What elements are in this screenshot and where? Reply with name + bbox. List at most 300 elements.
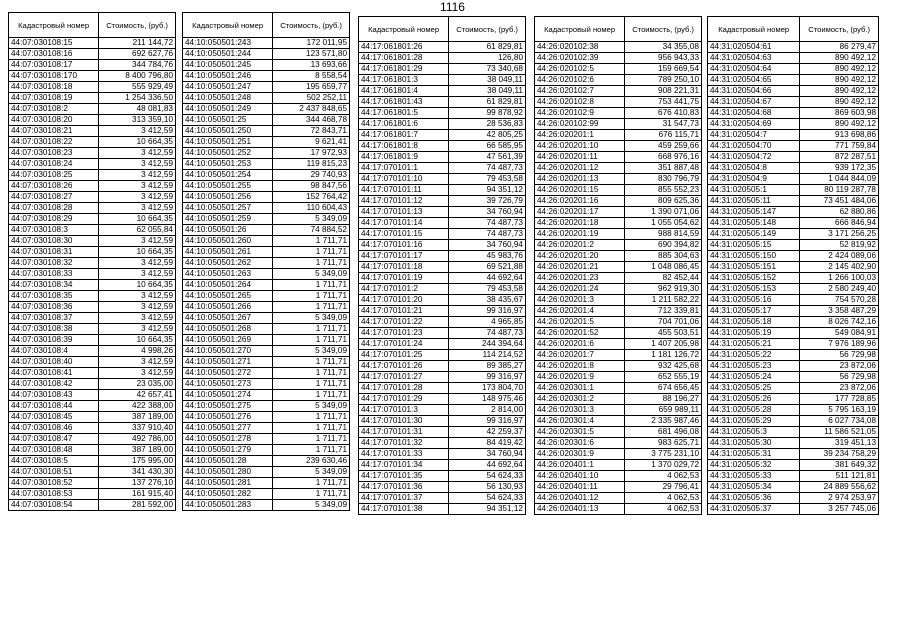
cost-cell: 48 081,83 bbox=[99, 104, 176, 115]
cadastral-number-cell: 44:10:050501:26 bbox=[183, 225, 273, 236]
cost-cell: 114 214,52 bbox=[449, 350, 526, 361]
cost-cell: 676 410,83 bbox=[625, 108, 702, 119]
table-row bbox=[359, 75, 526, 86]
cadastral-number-cell: 44:31:020505:147 bbox=[708, 207, 800, 218]
cadastral-number-cell: 44:26:020401:13 bbox=[535, 504, 625, 515]
cost-cell: 890 492,12 bbox=[800, 119, 879, 130]
cadastral-number-cell: 44:31:020505:37 bbox=[708, 504, 800, 515]
table-row bbox=[708, 64, 879, 75]
table-row bbox=[708, 240, 879, 251]
cost-cell: 74 487,73 bbox=[449, 229, 526, 240]
cost-cell: 830 796,79 bbox=[625, 174, 702, 185]
table-row bbox=[535, 317, 702, 328]
table-row bbox=[359, 141, 526, 152]
cost-cell: 913 698,86 bbox=[800, 130, 879, 141]
cost-cell: 239 630,46 bbox=[273, 456, 350, 467]
cost-cell: 31 547,73 bbox=[625, 119, 702, 130]
cost-cell: 956 943,33 bbox=[625, 53, 702, 64]
cadastral-number-cell: 44:10:050501:271 bbox=[183, 357, 273, 368]
cost-cell: 73 451 484,06 bbox=[800, 196, 879, 207]
table-row bbox=[535, 273, 702, 284]
cost-cell: 2 335 987,46 bbox=[625, 416, 702, 427]
cost-cell: 56 130,93 bbox=[449, 482, 526, 493]
table-row bbox=[183, 93, 350, 104]
cost-cell: 5 349,09 bbox=[273, 269, 350, 280]
cost-cell: 869 603,98 bbox=[800, 108, 879, 119]
cadastral-number-cell: 44:10:050501:272 bbox=[183, 368, 273, 379]
cost-cell: 23 872,06 bbox=[800, 383, 879, 394]
cadastral-number-cell: 44:17:070101:12 bbox=[359, 196, 449, 207]
cadastral-number-cell: 44:17:061801:43 bbox=[359, 97, 449, 108]
table-row bbox=[359, 64, 526, 75]
cost-cell: 38 049,11 bbox=[449, 86, 526, 97]
cadastral-number-cell: 44:10:050501:265 bbox=[183, 291, 273, 302]
cost-cell: 2 145 402,90 bbox=[800, 262, 879, 273]
cost-cell: 855 552,23 bbox=[625, 185, 702, 196]
cadastral-number-cell: 44:31:020505:29 bbox=[708, 416, 800, 427]
cadastral-number-cell: 44:26:020401:12 bbox=[535, 493, 625, 504]
cost-cell: 1 266 100,03 bbox=[800, 273, 879, 284]
table-row bbox=[535, 471, 702, 482]
cadastral-number-cell: 44:17:061801:28 bbox=[359, 53, 449, 64]
cadastral-number-cell: 44:31:020505:19 bbox=[708, 328, 800, 339]
header-cost: Стоимость, (руб.) bbox=[625, 17, 702, 42]
cost-cell: 2 814,00 bbox=[449, 405, 526, 416]
table-row bbox=[183, 445, 350, 456]
cost-cell: 337 910,40 bbox=[99, 423, 176, 434]
cadastral-number-cell: 44:31:020505:152 bbox=[708, 273, 800, 284]
cadastral-number-cell: 44:26:020201:21 bbox=[535, 262, 625, 273]
cost-cell: 1 181 126,72 bbox=[625, 350, 702, 361]
cost-cell: 5 349,09 bbox=[273, 313, 350, 324]
cost-cell: 29 796,41 bbox=[625, 482, 702, 493]
cadastral-number-cell: 44:07:030108:34 bbox=[9, 280, 99, 291]
table-row bbox=[9, 137, 176, 148]
table-row bbox=[183, 82, 350, 93]
cadastral-number-cell: 44:17:070101:32 bbox=[359, 438, 449, 449]
cadastral-number-cell: 44:17:070101:23 bbox=[359, 328, 449, 339]
cadastral-number-cell: 44:07:030108:27 bbox=[9, 192, 99, 203]
table-row bbox=[183, 159, 350, 170]
cadastral-number-cell: 44:07:030108:52 bbox=[9, 478, 99, 489]
cost-cell: 885 304,63 bbox=[625, 251, 702, 262]
cost-cell: 54 624,33 bbox=[449, 493, 526, 504]
table-row bbox=[359, 108, 526, 119]
cost-cell: 3 358 487,29 bbox=[800, 306, 879, 317]
cost-cell: 159 669,54 bbox=[625, 64, 702, 75]
cadastral-number-cell: 44:10:050501:250 bbox=[183, 126, 273, 137]
table-row bbox=[183, 313, 350, 324]
cadastral-number-cell: 44:10:050501:257 bbox=[183, 203, 273, 214]
cost-cell: 24 889 556,62 bbox=[800, 482, 879, 493]
cost-cell: 7 976 189,96 bbox=[800, 339, 879, 350]
cost-cell: 44 692,64 bbox=[449, 460, 526, 471]
cadastral-number-cell: 44:26:020201:24 bbox=[535, 284, 625, 295]
cost-cell: 1 711,71 bbox=[273, 445, 350, 456]
cost-cell: 2 437 848,65 bbox=[273, 104, 350, 115]
cost-cell: 74 487,73 bbox=[449, 328, 526, 339]
table-row bbox=[183, 368, 350, 379]
table-row bbox=[9, 357, 176, 368]
cadastral-number-cell: 44:31:020504:63 bbox=[708, 53, 800, 64]
cost-cell: 890 492,12 bbox=[800, 86, 879, 97]
cadastral-number-cell: 44:17:070101:33 bbox=[359, 449, 449, 460]
header-cost: Стоимость, (руб.) bbox=[99, 13, 176, 38]
cost-cell: 281 592,00 bbox=[99, 500, 176, 511]
table-row bbox=[535, 130, 702, 141]
table-row bbox=[359, 196, 526, 207]
cadastral-number-cell: 44:10:050501:281 bbox=[183, 478, 273, 489]
table-row bbox=[535, 328, 702, 339]
cost-cell: 39 234 758,29 bbox=[800, 449, 879, 460]
table-row bbox=[535, 240, 702, 251]
cadastral-number-cell: 44:10:050501:275 bbox=[183, 401, 273, 412]
table-row bbox=[183, 225, 350, 236]
cost-cell: 666 846,94 bbox=[800, 218, 879, 229]
cadastral-number-cell: 44:07:030108:36 bbox=[9, 302, 99, 313]
table-row bbox=[359, 152, 526, 163]
table-row bbox=[359, 405, 526, 416]
cost-cell: 34 760,94 bbox=[449, 449, 526, 460]
cost-cell: 38 049,11 bbox=[449, 75, 526, 86]
table-row bbox=[535, 196, 702, 207]
table-row bbox=[708, 350, 879, 361]
cadastral-number-cell: 44:07:030108:32 bbox=[9, 258, 99, 269]
cost-cell: 89 385,27 bbox=[449, 361, 526, 372]
table-row bbox=[708, 471, 879, 482]
table-row bbox=[359, 262, 526, 273]
cost-cell: 47 561,39 bbox=[449, 152, 526, 163]
cost-cell: 1 711,71 bbox=[273, 247, 350, 258]
cost-cell: 17 972,93 bbox=[273, 148, 350, 159]
cost-cell: 23 872,06 bbox=[800, 361, 879, 372]
cadastral-number-cell: 44:26:020301:1 bbox=[535, 383, 625, 394]
cadastral-number-cell: 44:26:020201:12 bbox=[535, 163, 625, 174]
cost-cell: 23 035,00 bbox=[99, 379, 176, 390]
cost-cell: 3 412,59 bbox=[99, 148, 176, 159]
cadastral-number-cell: 44:26:020201:9 bbox=[535, 372, 625, 383]
cadastral-number-cell: 44:31:020505:21 bbox=[708, 339, 800, 350]
cadastral-number-cell: 44:07:030108:25 bbox=[9, 170, 99, 181]
table-header-row bbox=[183, 13, 350, 38]
table-row bbox=[9, 148, 176, 159]
cadastral-number-cell: 44:17:070101:18 bbox=[359, 262, 449, 273]
cost-cell: 704 701,06 bbox=[625, 317, 702, 328]
cost-cell: 789 250,10 bbox=[625, 75, 702, 86]
table-row bbox=[535, 504, 702, 515]
table-row bbox=[9, 456, 176, 467]
cadastral-number-cell: 44:07:030108:19 bbox=[9, 93, 99, 104]
table-row bbox=[9, 346, 176, 357]
cost-cell: 56 729,98 bbox=[800, 372, 879, 383]
cadastral-number-cell: 44:26:020201:4 bbox=[535, 306, 625, 317]
cadastral-number-cell: 44:31:020504:64 bbox=[708, 64, 800, 75]
cadastral-number-cell: 44:26:020401:1 bbox=[535, 460, 625, 471]
table-row bbox=[708, 42, 879, 53]
cost-cell: 3 412,59 bbox=[99, 368, 176, 379]
cost-cell: 195 659,77 bbox=[273, 82, 350, 93]
cost-cell: 652 555,19 bbox=[625, 372, 702, 383]
cost-cell: 34 760,94 bbox=[449, 240, 526, 251]
cadastral-number-cell: 44:17:061801:4 bbox=[359, 86, 449, 97]
cadastral-number-cell: 44:17:070101:27 bbox=[359, 372, 449, 383]
table-row bbox=[708, 75, 879, 86]
table-row bbox=[708, 130, 879, 141]
table-row bbox=[9, 126, 176, 137]
cadastral-number-cell: 44:31:020504:70 bbox=[708, 141, 800, 152]
cost-cell: 3 412,59 bbox=[99, 313, 176, 324]
cost-cell: 52 819,92 bbox=[800, 240, 879, 251]
cost-cell: 1 407 205,98 bbox=[625, 339, 702, 350]
cadastral-number-cell: 44:10:050501:261 bbox=[183, 247, 273, 258]
cadastral-number-cell: 44:26:020102:6 bbox=[535, 75, 625, 86]
cadastral-number-cell: 44:07:030108:47 bbox=[9, 434, 99, 445]
cost-cell: 38 435,67 bbox=[449, 295, 526, 306]
cadastral-number-cell: 44:26:020201:2 bbox=[535, 240, 625, 251]
table-row bbox=[359, 394, 526, 405]
header-cadastral-number: Кадастровый номер bbox=[708, 17, 800, 42]
cost-cell: 754 570,28 bbox=[800, 295, 879, 306]
cost-cell: 753 441,75 bbox=[625, 97, 702, 108]
cost-cell: 8 558,54 bbox=[273, 71, 350, 82]
table-row bbox=[535, 119, 702, 130]
cost-cell: 34 760,94 bbox=[449, 207, 526, 218]
table-row bbox=[183, 379, 350, 390]
table-row bbox=[708, 251, 879, 262]
header-cadastral-number: Кадастровый номер bbox=[535, 17, 625, 42]
table-row bbox=[535, 97, 702, 108]
cadastral-number-cell: 44:31:020504:9 bbox=[708, 174, 800, 185]
cadastral-number-cell: 44:07:030108:15 bbox=[9, 38, 99, 49]
table-row bbox=[535, 251, 702, 262]
table-row bbox=[183, 346, 350, 357]
cadastral-number-cell: 44:07:030108:51 bbox=[9, 467, 99, 478]
cadastral-number-cell: 44:17:070101:31 bbox=[359, 427, 449, 438]
cost-cell: 10 664,35 bbox=[99, 214, 176, 225]
cadastral-number-cell: 44:10:050501:273 bbox=[183, 379, 273, 390]
cadastral-number-cell: 44:17:070101:16 bbox=[359, 240, 449, 251]
cadastral-number-cell: 44:26:020102:5 bbox=[535, 64, 625, 75]
table-row bbox=[183, 214, 350, 225]
page-number: 1116 bbox=[440, 0, 465, 14]
cadastral-number-cell: 44:17:070101:21 bbox=[359, 306, 449, 317]
cadastral-number-cell: 44:17:070101:28 bbox=[359, 383, 449, 394]
cost-cell: 712 339,81 bbox=[625, 306, 702, 317]
table-row bbox=[359, 174, 526, 185]
cost-cell: 4 965,85 bbox=[449, 317, 526, 328]
table-row bbox=[9, 247, 176, 258]
cost-cell: 4 998,26 bbox=[99, 346, 176, 357]
cadastral-number-cell: 44:10:050501:259 bbox=[183, 214, 273, 225]
table-row bbox=[535, 449, 702, 460]
cost-cell: 66 585,95 bbox=[449, 141, 526, 152]
table-row bbox=[535, 152, 702, 163]
cost-cell: 1 711,71 bbox=[273, 412, 350, 423]
cost-cell: 3 412,59 bbox=[99, 302, 176, 313]
table-row bbox=[708, 218, 879, 229]
table-row bbox=[359, 284, 526, 295]
cadastral-table-4 bbox=[534, 16, 702, 515]
table-row bbox=[359, 317, 526, 328]
table-row bbox=[9, 335, 176, 346]
cost-cell: 42 657,41 bbox=[99, 390, 176, 401]
table-row bbox=[708, 361, 879, 372]
table-header-row bbox=[708, 17, 879, 42]
table-row bbox=[535, 163, 702, 174]
cost-cell: 5 349,09 bbox=[273, 500, 350, 511]
table-row bbox=[359, 42, 526, 53]
cost-cell: 2 580 249,40 bbox=[800, 284, 879, 295]
cost-cell: 681 496,08 bbox=[625, 427, 702, 438]
cadastral-number-cell: 44:07:030108:21 bbox=[9, 126, 99, 137]
cost-cell: 890 492,12 bbox=[800, 75, 879, 86]
table-row bbox=[708, 416, 879, 427]
table-row bbox=[535, 262, 702, 273]
cost-cell: 1 711,71 bbox=[273, 423, 350, 434]
cadastral-number-cell: 44:31:020504:68 bbox=[708, 108, 800, 119]
table-row bbox=[708, 262, 879, 273]
cadastral-number-cell: 44:31:020505:23 bbox=[708, 361, 800, 372]
cadastral-number-cell: 44:17:061801:8 bbox=[359, 141, 449, 152]
cadastral-number-cell: 44:26:020201:6 bbox=[535, 339, 625, 350]
cadastral-number-cell: 44:26:020201:7 bbox=[535, 350, 625, 361]
table-row bbox=[359, 438, 526, 449]
table-row bbox=[9, 82, 176, 93]
header-cadastral-number: Кадастровый номер bbox=[9, 13, 99, 38]
cadastral-number-cell: 44:31:020505:15 bbox=[708, 240, 800, 251]
table-row bbox=[535, 493, 702, 504]
table-row bbox=[9, 181, 176, 192]
table-row bbox=[183, 478, 350, 489]
cadastral-number-cell: 44:31:020505:1 bbox=[708, 185, 800, 196]
cadastral-number-cell: 44:26:020301:9 bbox=[535, 449, 625, 460]
cost-cell: 74 884,52 bbox=[273, 225, 350, 236]
table-row bbox=[535, 229, 702, 240]
table-row bbox=[183, 291, 350, 302]
table-row bbox=[535, 372, 702, 383]
cost-cell: 492 786,00 bbox=[99, 434, 176, 445]
cost-cell: 2 974 253,97 bbox=[800, 493, 879, 504]
cost-cell: 659 989,11 bbox=[625, 405, 702, 416]
cadastral-number-cell: 44:26:020201:10 bbox=[535, 141, 625, 152]
cadastral-number-cell: 44:26:020201:20 bbox=[535, 251, 625, 262]
cost-cell: 1 711,71 bbox=[273, 478, 350, 489]
table-row bbox=[183, 137, 350, 148]
table-row bbox=[9, 423, 176, 434]
cadastral-number-cell: 44:17:070101:22 bbox=[359, 317, 449, 328]
cadastral-number-cell: 44:07:030108:23 bbox=[9, 148, 99, 159]
cost-cell: 4 062,53 bbox=[625, 471, 702, 482]
cadastral-table-5 bbox=[707, 16, 879, 515]
cadastral-number-cell: 44:07:030108:4 bbox=[9, 346, 99, 357]
table-row bbox=[359, 328, 526, 339]
table-row bbox=[535, 394, 702, 405]
cadastral-number-cell: 44:17:070101:29 bbox=[359, 394, 449, 405]
table-row bbox=[9, 302, 176, 313]
table-row bbox=[535, 42, 702, 53]
cost-cell: 152 764,42 bbox=[273, 192, 350, 203]
table-row bbox=[183, 412, 350, 423]
cadastral-number-cell: 44:26:020401:10 bbox=[535, 471, 625, 482]
cost-cell: 1 711,71 bbox=[273, 489, 350, 500]
cost-cell: 1 711,71 bbox=[273, 368, 350, 379]
cadastral-number-cell: 44:07:030108:16 bbox=[9, 49, 99, 60]
cadastral-number-cell: 44:10:050501:255 bbox=[183, 181, 273, 192]
cost-cell: 1 711,71 bbox=[273, 379, 350, 390]
cost-cell: 88 196,27 bbox=[625, 394, 702, 405]
cadastral-number-cell: 44:07:030108:18 bbox=[9, 82, 99, 93]
cadastral-number-cell: 44:17:061801:5 bbox=[359, 108, 449, 119]
table-row bbox=[359, 471, 526, 482]
cost-cell: 890 492,12 bbox=[800, 64, 879, 75]
cadastral-number-cell: 44:26:020201:5 bbox=[535, 317, 625, 328]
cadastral-number-cell: 44:17:070101:10 bbox=[359, 174, 449, 185]
cost-cell: 161 915,40 bbox=[99, 489, 176, 500]
cadastral-number-cell: 44:07:030108:33 bbox=[9, 269, 99, 280]
cost-cell: 2 424 089,06 bbox=[800, 251, 879, 262]
table-row bbox=[9, 93, 176, 104]
table-row bbox=[359, 53, 526, 64]
table-row bbox=[535, 460, 702, 471]
cost-cell: 54 624,33 bbox=[449, 471, 526, 482]
table-row bbox=[183, 60, 350, 71]
table-row bbox=[708, 229, 879, 240]
cadastral-number-cell: 44:31:020505:26 bbox=[708, 394, 800, 405]
cost-cell: 6 027 734,08 bbox=[800, 416, 879, 427]
cadastral-number-cell: 44:17:061801:9 bbox=[359, 152, 449, 163]
cost-cell: 56 729,98 bbox=[800, 350, 879, 361]
table-row bbox=[359, 383, 526, 394]
cadastral-number-cell: 44:26:020301:6 bbox=[535, 438, 625, 449]
table-row bbox=[183, 104, 350, 115]
cadastral-number-cell: 44:10:050501:245 bbox=[183, 60, 273, 71]
table-row bbox=[183, 170, 350, 181]
table-row bbox=[359, 416, 526, 427]
cost-cell: 3 412,59 bbox=[99, 181, 176, 192]
cost-cell: 1 055 054,62 bbox=[625, 218, 702, 229]
table-row bbox=[359, 295, 526, 306]
cost-cell: 84 419,42 bbox=[449, 438, 526, 449]
table-row bbox=[359, 97, 526, 108]
cost-cell: 28 536,83 bbox=[449, 119, 526, 130]
cadastral-number-cell: 44:26:020301:2 bbox=[535, 394, 625, 405]
cost-cell: 148 975,46 bbox=[449, 394, 526, 405]
cost-cell: 890 492,12 bbox=[800, 53, 879, 64]
table-row bbox=[9, 214, 176, 225]
cost-cell: 1 711,71 bbox=[273, 324, 350, 335]
cadastral-number-cell: 44:17:070101:36 bbox=[359, 482, 449, 493]
cadastral-number-cell: 44:10:050501:266 bbox=[183, 302, 273, 313]
table-row bbox=[359, 229, 526, 240]
table-row bbox=[708, 394, 879, 405]
table-row bbox=[9, 467, 176, 478]
cadastral-number-cell: 44:07:030108:40 bbox=[9, 357, 99, 368]
cadastral-number-cell: 44:31:020504:72 bbox=[708, 152, 800, 163]
table-row bbox=[535, 185, 702, 196]
cost-cell: 5 349,09 bbox=[273, 214, 350, 225]
cadastral-number-cell: 44:07:030108:38 bbox=[9, 324, 99, 335]
cadastral-number-cell: 44:17:070101:25 bbox=[359, 350, 449, 361]
cadastral-table-3 bbox=[358, 16, 526, 515]
table-row bbox=[183, 390, 350, 401]
cost-cell: 98 847,56 bbox=[273, 181, 350, 192]
cost-cell: 3 257 745,06 bbox=[800, 504, 879, 515]
cadastral-number-cell: 44:10:050501:264 bbox=[183, 280, 273, 291]
cost-cell: 42 259,37 bbox=[449, 427, 526, 438]
cadastral-number-cell: 44:10:050501:254 bbox=[183, 170, 273, 181]
cost-cell: 3 412,59 bbox=[99, 170, 176, 181]
table-row bbox=[183, 456, 350, 467]
